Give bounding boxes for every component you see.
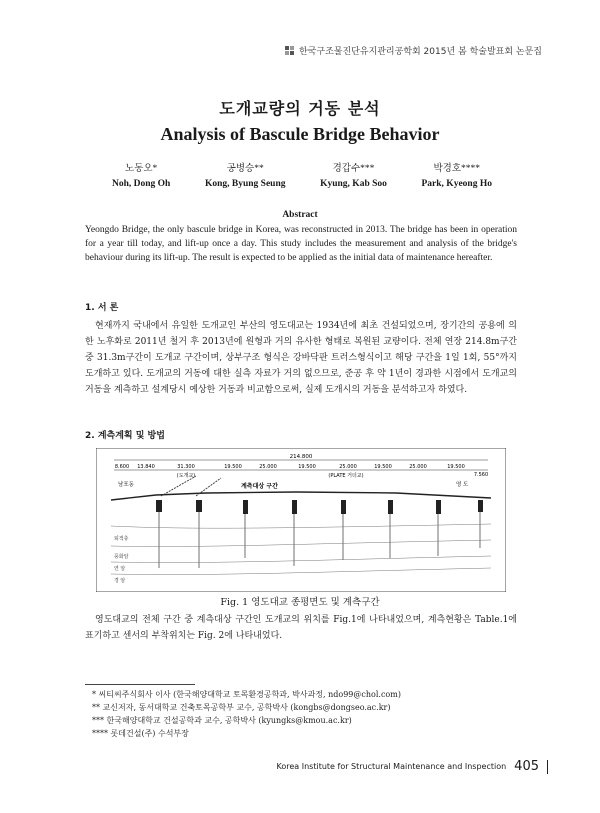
footnote: * 씨티씨주식회사 이사 (한국해양대학교 토목환경공학과, 박사과정, ndo99@chol.com) — [92, 690, 401, 699]
journal-logo-icon — [285, 46, 295, 56]
author-name-ko: 노동오* — [125, 164, 158, 174]
author — [422, 162, 492, 192]
author-name-ko: 박경호**** — [433, 164, 480, 174]
title-english: Analysis of Bascule Bridge Behavior — [160, 124, 440, 144]
abstract-text: Yeongdo Bridge, the only bascule bridge in Korea, was reconstructed in 2013. The bridge has been in operation for a year till today, and lift-up once a day. This study includes the measurement and analysis of the bridge's behaviour during its lift-up. The result is expected to be applied as the initial data of maintenance hereafter. — [85, 225, 517, 263]
footer-divider — [547, 760, 548, 774]
title-korean: 도개교량의 거동 분석 — [219, 99, 381, 118]
author — [320, 162, 387, 192]
page-footer — [277, 759, 548, 774]
span-label: 19.500 — [224, 464, 242, 470]
section-heading: 1. 서 론 — [85, 303, 119, 313]
footnote: ** 교신저자, 동서대학교 건축토목공학부 교수, 공학박사 (kongbs@dongseo.ac.kr) — [92, 703, 391, 712]
span-label: 8.600 — [114, 464, 130, 470]
soil-layer-label: 경 암 — [114, 578, 126, 584]
author-name-ko: 공병승** — [226, 164, 264, 174]
span-label: 31.300 — [177, 464, 195, 470]
span-label: 19.500 — [374, 464, 392, 470]
span-label: 19.500 — [298, 464, 316, 470]
footnotes — [92, 688, 401, 740]
author-name-en: Kong, Byung Seung — [204, 179, 286, 189]
span-label: 25.000 — [259, 464, 277, 470]
section-heading: 2. 계측계획 및 방법 — [85, 431, 165, 441]
page-number: 405 — [514, 759, 539, 774]
footnote-divider — [85, 684, 195, 685]
plate-girder-label: (PLATE 거더교) — [328, 473, 364, 479]
header-text: 한국구조물진단유지관리공학회 2015년 봄 학술발표회 논문집 — [298, 47, 542, 57]
left-side-label: 남포동 — [118, 482, 134, 488]
right-side-label: 영 도 — [456, 482, 469, 488]
soil-layer-label: 퇴적층 — [114, 536, 129, 542]
footer-text: Korea Institute for Structural Maintenance and Inspection — [276, 762, 507, 771]
total-length-label: 214.800 — [289, 454, 313, 460]
span-label: 19.500 — [447, 464, 465, 470]
span-label: 7.560 — [473, 472, 489, 478]
measurement-target-label: 계측대상 구간 — [241, 483, 278, 490]
bridge-elevation-figure — [96, 448, 506, 592]
span-label: 13.840 — [137, 464, 155, 470]
footnote: **** 롯데건설(주) 수석부장 — [92, 729, 189, 738]
abstract-heading: Abstract — [282, 210, 318, 220]
span-label: 25.000 — [339, 464, 357, 470]
author-name-en: Kyung, Kab Soo — [320, 179, 387, 189]
author-name-en: Park, Kyeong Ho — [421, 179, 492, 189]
section-body: 현재까지 국내에서 유일한 도개교인 부산의 영도대교는 1934년에 최초 건설되었으며, 장기간의 공용에 의한 노후화로 2011년 철거 후 2013년에 원형과 거의 유사한 형태로 복원된 교량이다. 전체 연장 214.8m구간 중 31.3m구간이 도개교 구간이며, 상부구조 형식은 강바닥판 트러스형식이고 해당 구간을 1일 1회, 55°까지 도개하고 있다. 도개교의 거동에 대한 실측 자료가 거의 없으므로, 준공 후 약 1년이 경과한 시점에서 도개교의 거동을 계측하고 설계당시 예상한 거동과 비교함으로써, 실제 도개시의 거동을 분석하고자 하였다. — [85, 321, 517, 395]
author-list — [112, 162, 492, 192]
author-name-ko: 경갑수*** — [332, 164, 375, 174]
soil-layer-label: 연 암 — [114, 566, 126, 572]
bascule-label: (도개교) — [176, 473, 196, 479]
section-body: 영도대교의 전체 구간 중 계측대상 구간인 도개교의 위치를 Fig.1에 나타내었으며, 계측현황은 Table.1에 표기하고 센서의 부착위치는 Fig. 2에 나타내었다. — [85, 615, 517, 641]
author-name-en: Noh, Dong Oh — [112, 179, 171, 189]
footnote: *** 한국해양대학교 건설공학과 교수, 공학박사 (kyungks@kmou.ac.kr) — [92, 716, 352, 725]
author — [205, 162, 286, 192]
author — [112, 162, 170, 192]
figure-caption: Fig. 1 영도대교 종평면도 및 계측구간 — [220, 597, 380, 608]
span-label: 25.000 — [409, 464, 427, 470]
running-header — [285, 44, 542, 57]
soil-layer-label: 풍화암 — [114, 554, 129, 560]
